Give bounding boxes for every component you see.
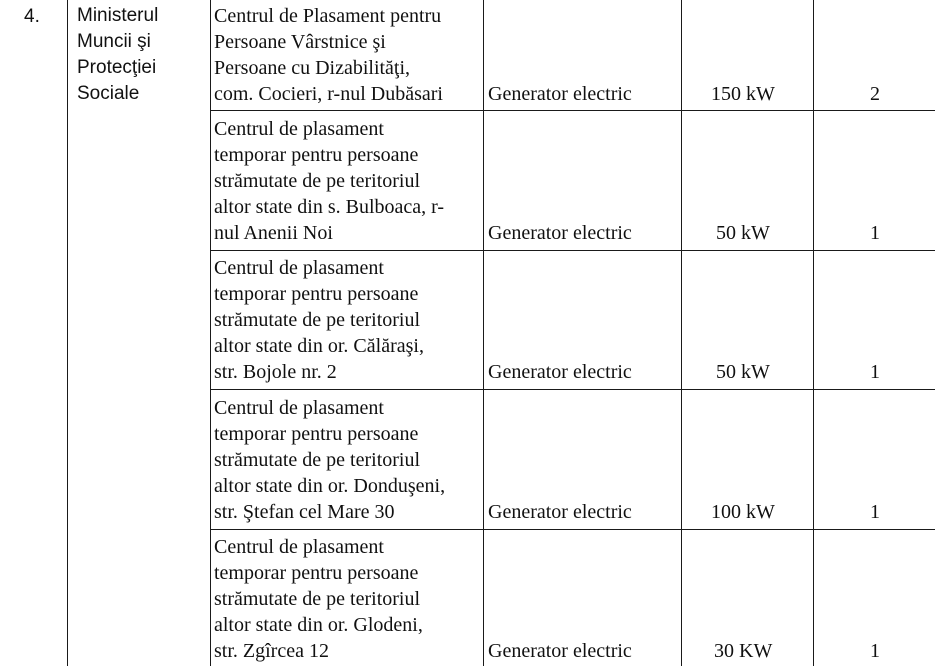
- table-row-quantity: 1: [870, 640, 880, 662]
- column-divider: [210, 0, 211, 666]
- table-row-quantity: 1: [870, 361, 880, 383]
- table-row-power: 50 kW: [716, 361, 770, 383]
- table-row-quantity: 1: [870, 501, 880, 523]
- table-row-institution: Centrul de plasament temporar pentru persoane strămutate de pe teritoriul altor state din or. Donduşeni, str. Ştefan cel Mare 30: [214, 397, 446, 523]
- column-divider: [681, 0, 682, 666]
- table-row-institution: Centrul de Plasament pentru Persoane Vârstnice şi Persoane cu Dizabilităţi, com. Cocieri, r-nul Dubăsari: [214, 5, 443, 105]
- row-divider: [210, 250, 935, 251]
- table-row-equipment: Generator electric: [488, 83, 632, 105]
- table-row-equipment: Generator electric: [488, 222, 632, 244]
- row-number: 4.: [24, 6, 40, 27]
- table-row-quantity: 2: [870, 83, 880, 105]
- table-row-institution: Centrul de plasament temporar pentru persoane strămutate de pe teritoriul altor state din or. Glodeni, str. Zgîrcea 12: [214, 536, 423, 662]
- table-row-equipment: Generator electric: [488, 501, 632, 523]
- table-row-institution: Centrul de plasament temporar pentru persoane strămutate de pe teritoriul altor state din s. Bulboaca, r- nul Anenii Noi: [214, 118, 445, 244]
- table-row-power: 150 kW: [711, 83, 775, 105]
- table-row-institution: Centrul de plasament temporar pentru persoane strămutate de pe teritoriul altor state din or. Călăraşi, str. Bojole nr. 2: [214, 257, 424, 383]
- column-divider: [483, 0, 484, 666]
- table-row-power: 50 kW: [716, 222, 770, 244]
- row-divider: [210, 110, 935, 111]
- table-row-equipment: Generator electric: [488, 361, 632, 383]
- table-row-power: 100 kW: [711, 501, 775, 523]
- row-divider: [210, 389, 935, 390]
- table-row-quantity: 1: [870, 222, 880, 244]
- column-divider: [813, 0, 814, 666]
- row-divider: [210, 529, 935, 530]
- table-row-power: 30 KW: [714, 640, 773, 662]
- ministry-name: Ministerul Muncii şi Protecţiei Sociale: [77, 5, 159, 104]
- table-row-equipment: Generator electric: [488, 640, 632, 662]
- column-divider: [67, 0, 68, 666]
